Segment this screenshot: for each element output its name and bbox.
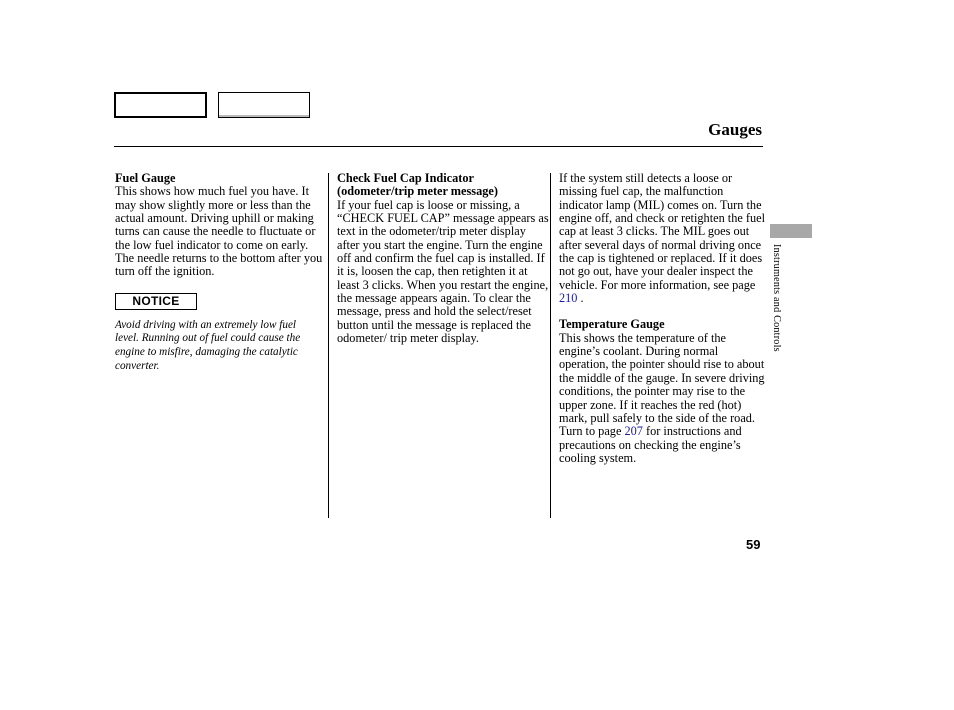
nav-prev-button[interactable] (114, 92, 207, 118)
column-divider (328, 173, 329, 518)
check-fuel-cap-section (337, 172, 549, 345)
page-210-link[interactable]: 210 (559, 291, 578, 306)
section-tab (770, 224, 812, 238)
page-number: 59 (746, 537, 761, 552)
fuel-cap-continued-end: . (577, 291, 584, 306)
temperature-gauge-text (559, 332, 769, 465)
fuel-gauge-section (115, 172, 323, 373)
nav-next-button[interactable] (218, 92, 310, 118)
fuel-gauge-heading: Fuel Gauge (115, 171, 176, 185)
section-tab-label: Instruments and Controls (771, 244, 782, 352)
notice-text: Avoid driving with an extremely low fuel level. Running out of fuel could cause the engine to misfire, damaging the catalytic converter. (115, 318, 301, 372)
fuel-cap-continued-text (559, 172, 769, 305)
fuel-gauge-body: This shows how much fuel you have. It may show slightly more or less than the actual amount. Driving uphill or making turns can cause the needle to fluctuate or the low fuel indicator to come on early. The needle returns to the bottom after you turn off the ignition. (115, 184, 323, 279)
fuel-cap-continued-body: If the system still detects a loose or missing fuel cap, the malfunction indicator lamp (MIL) comes on. Turn the engine off, and check or retighten the fuel cap at least 3 clicks. The MIL goes out after several days of normal driving once the cap is tightened or replaced. If it does not go out, have your dealer inspect the vehicle. For more information, see page (559, 171, 766, 292)
temperature-gauge-heading: Temperature Gauge (559, 317, 665, 332)
notice-badge: NOTICE (115, 293, 197, 310)
temperature-gauge-end: for instructions and precautions on checking the engine’s cooling system. (559, 424, 742, 465)
check-fuel-cap-body: If your fuel cap is loose or missing, a “CHECK FUEL CAP” message appears as text in the odometer/trip meter display after you start the engine. Turn the engine off and confirm the fuel cap is installed. If it is, loosen the cap, then retighten it at least 3 clicks. When you restart the engine, the message appears again. To clear the message, press and hold the select/reset button until the message is replaced the odometer/ trip meter display. (337, 197, 549, 346)
right-column (559, 172, 769, 465)
column-divider (550, 173, 551, 518)
check-fuel-cap-heading: Check Fuel Cap Indicator (337, 171, 474, 185)
header-rule (114, 146, 763, 147)
temperature-gauge-body: This shows the temperature of the engine’s coolant. During normal operation, the pointer should rise to about the middle of the gauge. In severe driving conditions, the pointer may rise to the upper zone. If it reaches the red (hot) mark, pull safely to the side of the road. Turn to page (559, 330, 765, 439)
page-title: Gauges (708, 120, 762, 139)
page-207-link[interactable]: 207 (624, 424, 643, 439)
check-fuel-cap-subheading: (odometer/trip meter message) (337, 184, 498, 199)
